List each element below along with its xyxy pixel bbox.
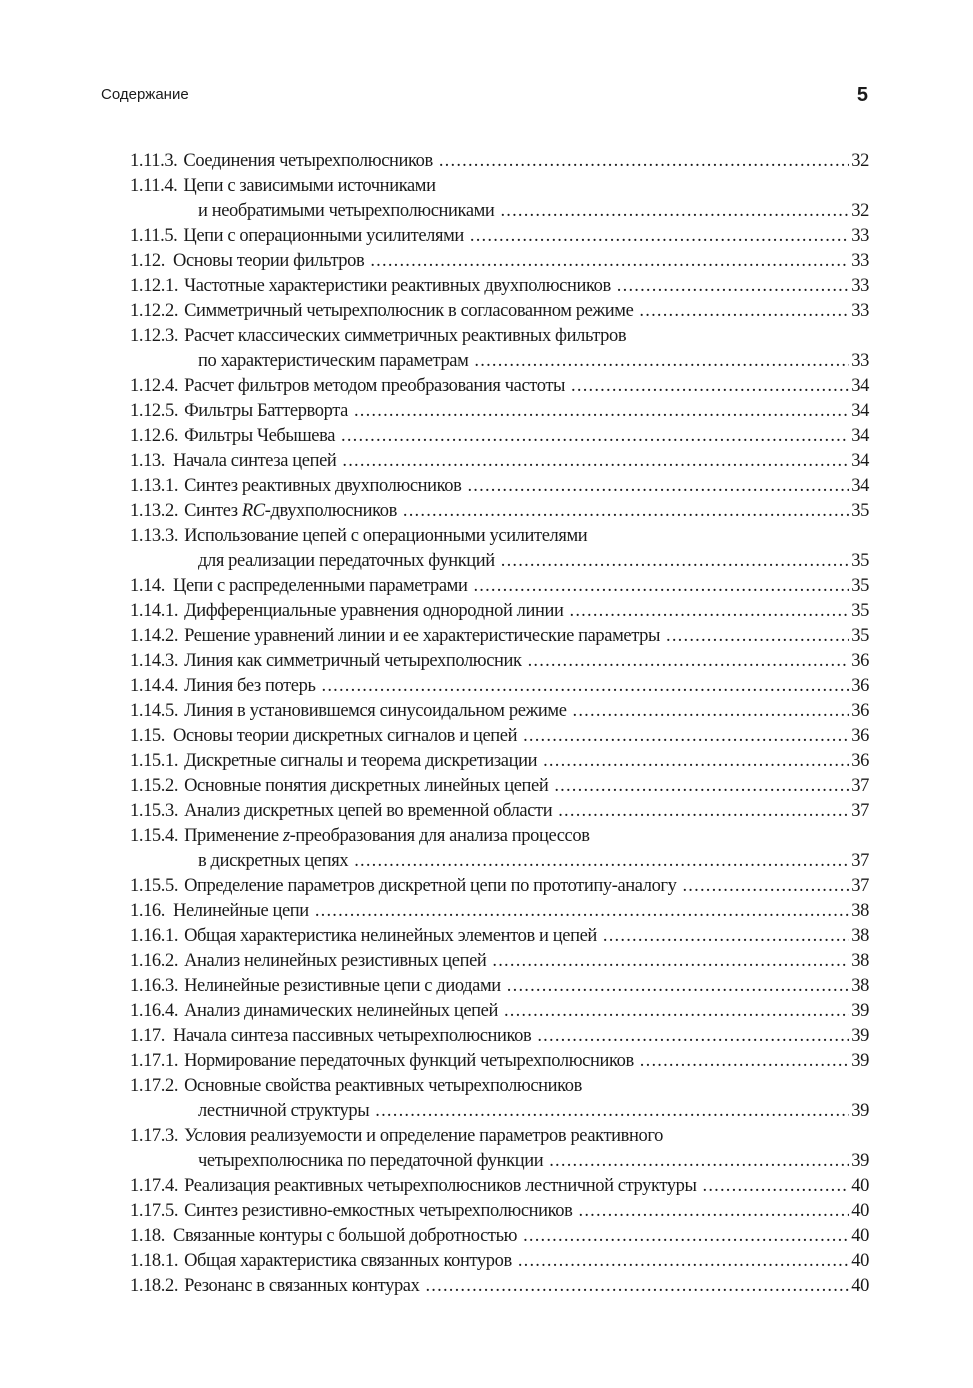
entry-page: 40 bbox=[851, 1226, 869, 1246]
dot-leader bbox=[315, 899, 849, 924]
entry-title: Нормирование передаточных функций четырехполюсников bbox=[184, 1051, 634, 1071]
entry-page: 40 bbox=[851, 1251, 869, 1271]
table-of-contents bbox=[130, 149, 869, 1299]
entry-number: 1.12.6. bbox=[130, 426, 179, 446]
entry-number: 1.16. bbox=[130, 901, 166, 921]
entry-number: 1.14.5. bbox=[130, 701, 179, 721]
entry-number: 1.15.2. bbox=[130, 776, 179, 796]
entry-page: 36 bbox=[851, 701, 869, 721]
entry-title: Решение уравнений линии и ее характеристические параметры bbox=[184, 626, 661, 646]
toc-entry[interactable] bbox=[130, 699, 869, 724]
entry-number: 1.14. bbox=[130, 576, 166, 596]
entry-title: Общая характеристика связанных контуров bbox=[184, 1251, 512, 1271]
entry-page: 38 bbox=[851, 951, 869, 971]
toc-entry[interactable] bbox=[130, 149, 869, 174]
entry-title: Основы теории фильтров bbox=[173, 251, 365, 271]
entry-title: Анализ нелинейных резистивных цепей bbox=[184, 951, 487, 971]
entry-title: Синтез реактивных двухполюсников bbox=[184, 476, 462, 496]
entry-title: Синтез резистивно-емкостных четырехполюсников bbox=[184, 1201, 573, 1221]
entry-title: Линия в установившемся синусоидальном режиме bbox=[184, 701, 567, 721]
toc-entry[interactable] bbox=[130, 499, 869, 524]
toc-entry[interactable] bbox=[130, 1199, 869, 1224]
dot-leader bbox=[425, 1274, 849, 1299]
entry-page: 40 bbox=[851, 1201, 869, 1221]
toc-entry[interactable] bbox=[130, 1249, 869, 1274]
entry-page: 32 bbox=[851, 201, 869, 221]
entry-page: 39 bbox=[851, 1151, 869, 1171]
toc-entry[interactable] bbox=[130, 1074, 869, 1099]
entry-page: 39 bbox=[851, 1001, 869, 1021]
entry-title: Использование цепей с операционными усилителями bbox=[184, 526, 588, 546]
dot-leader bbox=[523, 1224, 849, 1249]
toc-entry[interactable] bbox=[130, 424, 869, 449]
entry-number: 1.13.2. bbox=[130, 501, 179, 521]
entry-page: 33 bbox=[851, 276, 869, 296]
entry-page: 38 bbox=[851, 926, 869, 946]
dot-leader bbox=[403, 499, 849, 524]
dot-leader bbox=[341, 424, 849, 449]
entry-number: 1.11.5. bbox=[130, 226, 178, 246]
entry-title-continuation: в дискретных цепях bbox=[198, 851, 349, 871]
dot-leader bbox=[617, 274, 850, 299]
toc-entry[interactable] bbox=[130, 274, 869, 299]
entry-number: 1.17.5. bbox=[130, 1201, 179, 1221]
entry-number: 1.14.1. bbox=[130, 601, 179, 621]
entry-title: Начала синтеза цепей bbox=[173, 451, 337, 471]
entry-number: 1.12.1. bbox=[130, 276, 179, 296]
dot-leader bbox=[342, 449, 849, 474]
entry-number: 1.14.3. bbox=[130, 651, 179, 671]
toc-entry[interactable] bbox=[130, 674, 869, 699]
toc-entry[interactable] bbox=[130, 574, 869, 599]
entry-page: 38 bbox=[851, 976, 869, 996]
entry-page: 33 bbox=[851, 351, 869, 371]
entry-page: 36 bbox=[851, 751, 869, 771]
toc-entry[interactable] bbox=[130, 374, 869, 399]
entry-title: Дифференциальные уравнения однородной линии bbox=[184, 601, 564, 621]
toc-entry[interactable] bbox=[130, 449, 869, 474]
entry-title: Фильтры Чебышева bbox=[184, 426, 336, 446]
running-title: Содержание bbox=[101, 86, 189, 103]
entry-title-continuation: и необратимыми четырехполюсниками bbox=[198, 201, 495, 221]
toc-entry-continuation bbox=[130, 199, 869, 224]
entry-number: 1.16.1. bbox=[130, 926, 179, 946]
entry-title: Основы теории дискретных сигналов и цепей bbox=[173, 726, 518, 746]
dot-leader bbox=[603, 924, 849, 949]
entry-number: 1.12.3. bbox=[130, 326, 179, 346]
entry-page: 37 bbox=[851, 876, 869, 896]
dot-leader bbox=[579, 1199, 850, 1224]
entry-title: Фильтры Баттерворта bbox=[184, 401, 348, 421]
entry-number: 1.12.2. bbox=[130, 301, 179, 321]
entry-number: 1.11.4. bbox=[130, 176, 178, 196]
entry-title-continuation: по характеристическим параметрам bbox=[198, 351, 469, 371]
toc-entry[interactable] bbox=[130, 799, 869, 824]
toc-entry[interactable] bbox=[130, 1049, 869, 1074]
toc-entry[interactable] bbox=[130, 224, 869, 249]
entry-page: 39 bbox=[851, 1051, 869, 1071]
dot-leader bbox=[492, 949, 849, 974]
entry-number: 1.15.3. bbox=[130, 801, 179, 821]
entry-title: Основные понятия дискретных линейных цепей bbox=[184, 776, 549, 796]
entry-title: Линия без потерь bbox=[184, 676, 316, 696]
entry-number: 1.13.3. bbox=[130, 526, 179, 546]
entry-title: Цепи с распределенными параметрами bbox=[173, 576, 468, 596]
dot-leader bbox=[354, 849, 849, 874]
entry-number: 1.14.4. bbox=[130, 676, 179, 696]
entry-title-continuation: лестничной структуры bbox=[198, 1101, 370, 1121]
entry-number: 1.17.3. bbox=[130, 1126, 179, 1146]
entry-number: 1.15.1. bbox=[130, 751, 179, 771]
entry-title-continuation: четырехполюсника по передаточной функции bbox=[198, 1151, 544, 1171]
dot-leader bbox=[467, 474, 849, 499]
entry-number: 1.16.4. bbox=[130, 1001, 179, 1021]
entry-title: Цепи с операционными усилителями bbox=[183, 226, 464, 246]
entry-number: 1.15.4. bbox=[130, 826, 179, 846]
entry-number: 1.15. bbox=[130, 726, 166, 746]
entry-title: Цепи с зависимыми источниками bbox=[183, 176, 436, 196]
dot-leader bbox=[375, 1099, 849, 1124]
dot-leader bbox=[543, 749, 849, 774]
entry-title: Основные свойства реактивных четырехполюсников bbox=[184, 1076, 582, 1096]
toc-entry[interactable] bbox=[130, 1024, 869, 1049]
entry-number: 1.17.2. bbox=[130, 1076, 179, 1096]
dot-leader bbox=[501, 549, 850, 574]
dot-leader bbox=[322, 674, 850, 699]
entry-page: 35 bbox=[851, 601, 869, 621]
toc-entry[interactable] bbox=[130, 924, 869, 949]
toc-entry-continuation bbox=[130, 549, 869, 574]
entry-title: Расчет фильтров методом преобразования частоты bbox=[184, 376, 566, 396]
entry-number: 1.17. bbox=[130, 1026, 166, 1046]
toc-entry[interactable] bbox=[130, 474, 869, 499]
entry-page: 34 bbox=[851, 376, 869, 396]
toc-entry[interactable] bbox=[130, 324, 869, 349]
dot-leader bbox=[639, 299, 849, 324]
toc-entry-continuation bbox=[130, 1149, 869, 1174]
entry-page: 39 bbox=[851, 1026, 869, 1046]
entry-page: 33 bbox=[851, 301, 869, 321]
toc-entry[interactable] bbox=[130, 299, 869, 324]
toc-entry[interactable] bbox=[130, 249, 869, 274]
entry-page: 35 bbox=[851, 576, 869, 596]
entry-number: 1.16.2. bbox=[130, 951, 179, 971]
dot-leader bbox=[682, 874, 849, 899]
dot-leader bbox=[570, 599, 850, 624]
toc-entry-continuation bbox=[130, 1099, 869, 1124]
entry-number: 1.12. bbox=[130, 251, 166, 271]
entry-title: Расчет классических симметричных реактивных фильтров bbox=[184, 326, 627, 346]
dot-leader bbox=[640, 1049, 850, 1074]
toc-entry[interactable] bbox=[130, 1124, 869, 1149]
toc-entry[interactable] bbox=[130, 524, 869, 549]
entry-page: 33 bbox=[851, 251, 869, 271]
toc-entry[interactable] bbox=[130, 649, 869, 674]
entry-page: 40 bbox=[851, 1176, 869, 1196]
entry-title: Синтез RC-двухполюсников bbox=[184, 501, 397, 521]
entry-title: Связанные контуры с большой добротностью bbox=[173, 1226, 518, 1246]
toc-entry[interactable] bbox=[130, 774, 869, 799]
toc-entry[interactable] bbox=[130, 974, 869, 999]
dot-leader bbox=[507, 974, 850, 999]
entry-page: 32 bbox=[851, 151, 869, 171]
toc-entry[interactable] bbox=[130, 624, 869, 649]
entry-page: 34 bbox=[851, 426, 869, 446]
dot-leader bbox=[470, 224, 849, 249]
entry-page: 36 bbox=[851, 651, 869, 671]
entry-page: 40 bbox=[851, 1276, 869, 1296]
entry-page: 35 bbox=[851, 551, 869, 571]
entry-page: 36 bbox=[851, 676, 869, 696]
entry-page: 38 bbox=[851, 901, 869, 921]
entry-number: 1.18.1. bbox=[130, 1251, 179, 1271]
entry-title: Анализ дискретных цепей во временной области bbox=[184, 801, 553, 821]
dot-leader bbox=[549, 1149, 849, 1174]
toc-entry[interactable] bbox=[130, 949, 869, 974]
entry-page: 33 bbox=[851, 226, 869, 246]
toc-entry[interactable] bbox=[130, 1224, 869, 1249]
toc-entry[interactable] bbox=[130, 1174, 869, 1199]
entry-number: 1.17.1. bbox=[130, 1051, 179, 1071]
dot-leader bbox=[474, 349, 849, 374]
entry-title: Частотные характеристики реактивных двухполюсников bbox=[184, 276, 611, 296]
dot-leader bbox=[518, 1249, 849, 1274]
entry-number: 1.12.4. bbox=[130, 376, 179, 396]
entry-title: Нелинейные резистивные цепи с диодами bbox=[184, 976, 501, 996]
entry-page: 35 bbox=[851, 501, 869, 521]
dot-leader bbox=[504, 999, 849, 1024]
dot-leader bbox=[703, 1174, 850, 1199]
toc-entry[interactable] bbox=[130, 1274, 869, 1299]
entry-number: 1.14.2. bbox=[130, 626, 179, 646]
entry-title-continuation: для реализации передаточных функций bbox=[198, 551, 495, 571]
dot-leader bbox=[523, 724, 849, 749]
entry-page: 35 bbox=[851, 626, 869, 646]
entry-title: Реализация реактивных четырехполюсников лестничной структуры bbox=[184, 1176, 697, 1196]
dot-leader bbox=[354, 399, 849, 424]
dot-leader bbox=[439, 149, 849, 174]
dot-leader bbox=[571, 374, 849, 399]
entry-title: Общая характеристика нелинейных элементов и цепей bbox=[184, 926, 597, 946]
entry-title: Дискретные сигналы и теорема дискретизации bbox=[184, 751, 538, 771]
toc-entry[interactable] bbox=[130, 174, 869, 199]
toc-entry[interactable] bbox=[130, 749, 869, 774]
dot-leader bbox=[473, 574, 849, 599]
dot-leader bbox=[528, 649, 850, 674]
dot-leader bbox=[666, 624, 849, 649]
entry-number: 1.18.2. bbox=[130, 1276, 179, 1296]
entry-number: 1.17.4. bbox=[130, 1176, 179, 1196]
toc-entry-continuation bbox=[130, 849, 869, 874]
entry-page: 34 bbox=[851, 401, 869, 421]
toc-entry-continuation bbox=[130, 349, 869, 374]
entry-page: 37 bbox=[851, 851, 869, 871]
entry-title: Условия реализуемости и определение параметров реактивного bbox=[184, 1126, 663, 1146]
dot-leader bbox=[573, 699, 850, 724]
entry-title: Применение z-преобразования для анализа процессов bbox=[184, 826, 590, 846]
entry-number: 1.16.3. bbox=[130, 976, 179, 996]
entry-page: 37 bbox=[851, 776, 869, 796]
entry-title: Симметричный четырехполюсник в согласованном режиме bbox=[184, 301, 634, 321]
entry-title: Нелинейные цепи bbox=[173, 901, 309, 921]
dot-leader bbox=[554, 774, 849, 799]
entry-page: 39 bbox=[851, 1101, 869, 1121]
toc-entry[interactable] bbox=[130, 899, 869, 924]
dot-leader bbox=[537, 1024, 849, 1049]
toc-entry[interactable] bbox=[130, 599, 869, 624]
entry-title: Определение параметров дискретной цепи по прототипу-аналогу bbox=[184, 876, 677, 896]
entry-number: 1.13. bbox=[130, 451, 166, 471]
entry-page: 36 bbox=[851, 726, 869, 746]
entry-title: Линия как симметричный четырехполюсник bbox=[184, 651, 522, 671]
toc-entry[interactable] bbox=[130, 399, 869, 424]
dot-leader bbox=[500, 199, 849, 224]
toc-entry[interactable] bbox=[130, 824, 869, 849]
entry-number: 1.13.1. bbox=[130, 476, 179, 496]
entry-page: 34 bbox=[851, 476, 869, 496]
entry-title: Начала синтеза пассивных четырехполюсников bbox=[173, 1026, 532, 1046]
entry-number: 1.12.5. bbox=[130, 401, 179, 421]
entry-page: 37 bbox=[851, 801, 869, 821]
entry-page: 34 bbox=[851, 451, 869, 471]
entry-title: Анализ динамических нелинейных цепей bbox=[184, 1001, 498, 1021]
entry-title: Соединения четырехполюсников bbox=[183, 151, 433, 171]
page-number: 5 bbox=[856, 84, 868, 106]
toc-entry[interactable] bbox=[130, 999, 869, 1024]
entry-number: 1.15.5. bbox=[130, 876, 179, 896]
toc-entry[interactable] bbox=[130, 724, 869, 749]
entry-number: 1.18. bbox=[130, 1226, 166, 1246]
entry-number: 1.11.3. bbox=[130, 151, 178, 171]
dot-leader bbox=[370, 249, 849, 274]
dot-leader bbox=[558, 799, 849, 824]
entry-title: Резонанс в связанных контурах bbox=[184, 1276, 420, 1296]
toc-entry[interactable] bbox=[130, 874, 869, 899]
